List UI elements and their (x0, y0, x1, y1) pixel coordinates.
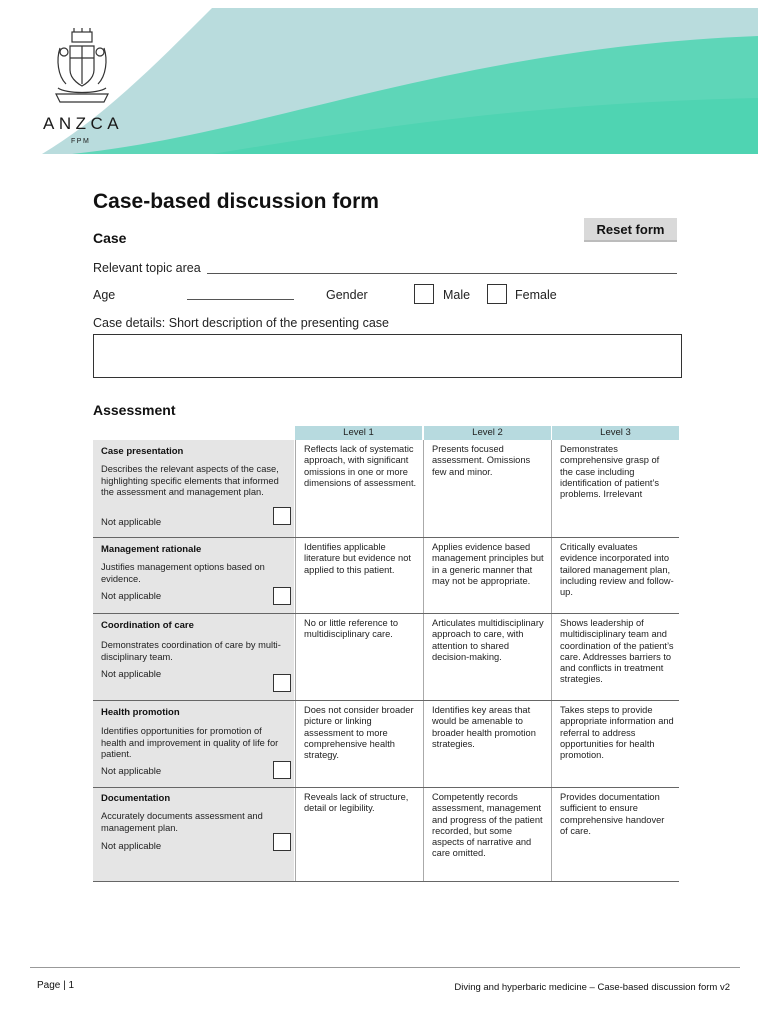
criterion-cell (93, 538, 294, 613)
criterion-title: Coordination of care (101, 620, 194, 631)
criterion-cell (93, 614, 294, 700)
anzca-crest-icon (52, 28, 112, 108)
female-checkbox[interactable] (487, 284, 507, 304)
level-3-header: Level 3 (552, 426, 679, 440)
level-2-descriptor: Competently records assessment, management and progress of the patient recorded, but some aspects of narrative and care omitted. (432, 792, 543, 859)
level-3-cell (551, 701, 679, 787)
not-applicable-label: Not applicable (101, 766, 162, 777)
level-1-descriptor: Identifies applicable literature but evidence not applied to this patient. (304, 542, 411, 575)
level-2-header: Level 2 (424, 426, 551, 440)
assessment-row-management-rationale (93, 538, 679, 614)
level-2-cell (423, 614, 551, 700)
level-1-descriptor: Reveals lack of structure, detail or legibility. (304, 792, 409, 814)
not-applicable-checkbox[interactable] (273, 761, 291, 779)
level-2-descriptor: Applies evidence based management principles but in a generic manner that may not be appropriate. (432, 542, 544, 586)
level-3-descriptor: Shows leadership of multidisciplinary team and coordination of the patient’s care. Addresses barriers to and conflicts in treatment strategies. (560, 618, 674, 685)
level-1-cell (295, 440, 423, 537)
level-3-descriptor: Takes steps to provide appropriate information and referral to address opportunities for health promotion. (560, 705, 674, 761)
level-2-descriptor: Identifies key areas that would be amenable to broader health promotion strategies. (432, 705, 536, 749)
not-applicable-checkbox[interactable] (273, 587, 291, 605)
level-1-descriptor: No or little reference to multidisciplinary care. (304, 618, 399, 640)
criterion-description: Accurately documents assessment and management plan. (101, 811, 263, 833)
level-2-descriptor: Presents focused assessment. Omissions few and minor. (432, 444, 531, 477)
level-3-descriptor: Demonstrates comprehensive grasp of the case including identification of patient’s problems. Irrelevant (560, 444, 660, 500)
form-title: Case-based discussion form (93, 190, 379, 213)
document-name: Diving and hyperbaric medicine – Case-based discussion form v2 (454, 982, 730, 993)
reset-form-button[interactable]: Reset form (584, 218, 677, 242)
level-2-descriptor: Articulates multidisciplinary approach to care, with attention to shared decision-making. (432, 618, 544, 662)
brand-name: ANZCA (43, 114, 124, 133)
level-3-descriptor: Provides documentation sufficient to ensure comprehensive handover of care. (560, 792, 665, 836)
assessment-row-coordination-of-care (93, 614, 679, 701)
criterion-description: Describes the relevant aspects of the case, highlighting specific elements that informed the assessment and management plan. (101, 464, 279, 497)
level-1-descriptor: Reflects lack of systematic approach, with significant omissions in one or more dimensions of assessment. (304, 444, 417, 488)
age-label: Age (93, 288, 116, 302)
criterion-cell (93, 788, 294, 881)
assessment-row-documentation (93, 788, 679, 882)
criterion-title: Management rationale (101, 544, 202, 555)
not-applicable-label: Not applicable (101, 591, 162, 602)
criterion-title: Case presentation (101, 446, 184, 457)
level-1-header: Level 1 (295, 426, 422, 440)
level-2-cell (423, 788, 551, 881)
assessment-row-case-presentation (93, 440, 679, 538)
level-3-cell (551, 440, 679, 537)
topic-area-label: Relevant topic area (93, 261, 201, 275)
level-1-descriptor: Does not consider broader picture or linking assessment to more comprehensive health strategy. (304, 705, 414, 761)
criterion-description: Demonstrates coordination of care by multi-disciplinary team. (101, 640, 281, 662)
assessment-row-health-promotion (93, 701, 679, 788)
not-applicable-label: Not applicable (101, 517, 162, 528)
page-number: Page | 1 (37, 980, 75, 991)
level-1-cell (295, 614, 423, 700)
criterion-title: Documentation (101, 793, 171, 804)
level-3-descriptor: Critically evaluates evidence incorporated into tailored management plan, including review and follow-up. (560, 542, 674, 598)
gender-label: Gender (326, 288, 368, 302)
criterion-cell (93, 440, 294, 537)
brand-subtitle: FPM (71, 138, 91, 145)
level-2-cell (423, 701, 551, 787)
case-heading: Case (93, 230, 127, 246)
level-1-cell (295, 538, 423, 613)
not-applicable-checkbox[interactable] (273, 507, 291, 525)
criterion-title: Health promotion (101, 707, 180, 718)
age-field[interactable] (187, 299, 294, 300)
criterion-description: Identifies opportunities for promotion of health and improvement in quality of life for patient. (101, 726, 279, 759)
male-label: Male (443, 288, 471, 302)
criterion-cell (93, 701, 294, 787)
female-label: Female (515, 288, 557, 302)
criterion-description: Justifies management options based on evidence. (101, 562, 265, 584)
case-details-input[interactable] (93, 334, 682, 378)
assessment-heading: Assessment (93, 402, 176, 418)
level-1-cell (295, 788, 423, 881)
level-3-cell (551, 538, 679, 613)
level-2-cell (423, 440, 551, 537)
male-checkbox[interactable] (414, 284, 434, 304)
level-2-cell (423, 538, 551, 613)
case-details-label: Case details: Short description of the presenting case (93, 316, 390, 330)
header-banner (12, 8, 758, 154)
header-wave-graphic (12, 8, 758, 154)
not-applicable-checkbox[interactable] (273, 833, 291, 851)
not-applicable-label: Not applicable (101, 669, 162, 680)
level-1-cell (295, 701, 423, 787)
level-3-cell (551, 788, 679, 881)
level-3-cell (551, 614, 679, 700)
not-applicable-checkbox[interactable] (273, 674, 291, 692)
topic-area-field[interactable] (207, 273, 677, 274)
footer-divider (30, 967, 740, 968)
not-applicable-label: Not applicable (101, 841, 162, 852)
